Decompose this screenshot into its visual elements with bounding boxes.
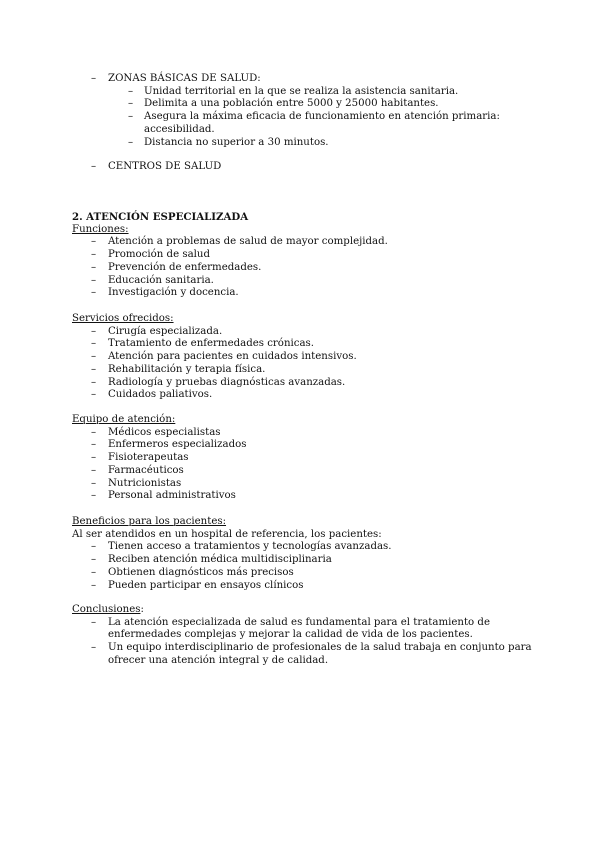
list-item: – Educación sanitaria. (72, 275, 532, 288)
list-item: – Radiología y pruebas diagnósticas avanzadas. (72, 377, 532, 390)
list-item: – La atención especializada de salud es fundamental para el tratamiento de enfermedades complejas y mejorar la calidad de vida de los pacientes. (72, 617, 532, 642)
list-item: – Prevención de enfermedades. (72, 262, 532, 275)
list-item: – Cirugía especializada. (72, 326, 532, 339)
list-item: – Unidad territorial en la que se realiza la asistencia sanitaria. (108, 86, 532, 99)
list-item: – Distancia no superior a 30 minutos. (108, 137, 532, 150)
list-item: – Pueden participar en ensayos clínicos (72, 580, 532, 593)
list-item: – Rehabilitación y terapia física. (72, 364, 532, 377)
beneficios-intro: Al ser atendidos en un hospital de referencia, los pacientes: (72, 528, 382, 540)
list-item: – Nutricionistas (72, 478, 532, 491)
servicios-label: Servicios ofrecidos: (72, 313, 174, 324)
list-item: – Enfermeros especializados (72, 439, 532, 452)
equipo-list (72, 427, 532, 503)
section-atencion-especializada (72, 211, 532, 300)
beneficios-list (72, 541, 532, 592)
servicios-list (72, 326, 532, 402)
list-item: – Delimita a una población entre 5000 y 25000 habitantes. (108, 98, 532, 111)
list-item: – Asegura la máxima eficacia de funcionamiento en atención primaria: accesibilidad. (108, 111, 532, 136)
conclusiones-colon: : (140, 604, 144, 615)
list-item: – Promoción de salud (72, 249, 532, 262)
centros-title: – CENTROS DE SALUD (72, 161, 532, 174)
conclusiones-heading (72, 604, 532, 617)
list-item: – Atención para pacientes en cuidados intensivos. (72, 351, 532, 364)
list-item: – Tienen acceso a tratamientos y tecnologías avanzadas. (72, 541, 532, 554)
section-heading: 2. ATENCIÓN ESPECIALIZADA (72, 211, 249, 223)
list-item: – Personal administrativos (72, 490, 532, 503)
list-item: – Investigación y docencia. (72, 287, 532, 300)
funciones-label: Funciones: (72, 223, 129, 235)
list-item: – Reciben atención médica multidisciplinaria (72, 554, 532, 567)
list-item: – Cuidados paliativos. (72, 389, 532, 402)
equipo-label: Equipo de atención: (72, 414, 176, 425)
conclusiones-list (72, 617, 532, 668)
zonas-list (108, 86, 532, 150)
list-item: – Fisioterapeutas (72, 452, 532, 465)
servicios-block (72, 313, 532, 402)
centros-block (72, 161, 532, 174)
list-item: – Tratamiento de enfermedades crónicas. (72, 338, 532, 351)
conclusiones-label: Conclusiones (72, 604, 141, 615)
beneficios-label: Beneficios para los pacientes: (72, 516, 227, 527)
zonas-block (72, 73, 532, 149)
funciones-list (72, 236, 532, 300)
zonas-title: – ZONAS BÁSICAS DE SALUD: (72, 73, 532, 86)
list-item: – Médicos especialistas (72, 427, 532, 440)
list-item: – Atención a problemas de salud de mayor complejidad. (72, 236, 532, 249)
list-item: – Obtienen diagnósticos más precisos (72, 567, 532, 580)
list-item: – Farmacéuticos (72, 465, 532, 478)
list-item: – Un equipo interdisciplinario de profesionales de la salud trabaja en conjunto para ofrecer una atención integral y de calidad. (72, 642, 532, 667)
equipo-block (72, 414, 532, 503)
conclusiones-block (72, 604, 532, 668)
beneficios-block (72, 516, 532, 592)
